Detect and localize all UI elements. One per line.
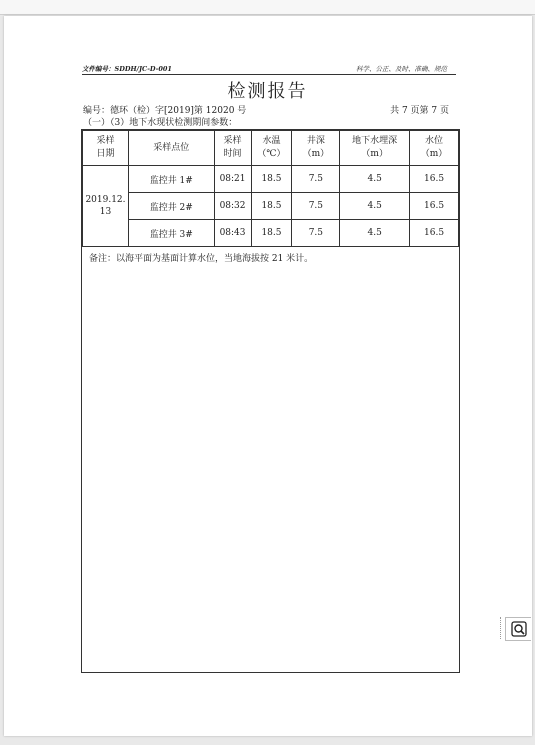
table-row [83, 220, 459, 247]
sample-date-cell: 2019.12. 13 [83, 166, 129, 247]
col-header: 采样 时间 [214, 131, 251, 166]
document-number: 编号：德环（检）字[2019]第 12020 号 [83, 106, 247, 116]
table-cell: 7.5 [292, 193, 340, 220]
table-cell: 7.5 [292, 166, 340, 193]
header-motto: 科学、公正、及时、准确、规范 [356, 65, 447, 73]
table-cell: 监控井 3# [128, 220, 214, 247]
data-sheet [81, 129, 460, 673]
page-info: 共 7 页第 7 页 [390, 106, 449, 116]
table-cell: 16.5 [410, 220, 459, 247]
table-cell: 监控井 1# [128, 166, 214, 193]
table-cell: 4.5 [340, 166, 410, 193]
table-cell: 监控井 2# [128, 193, 214, 220]
col-header: 水温 （℃） [251, 131, 292, 166]
table-cell: 7.5 [292, 220, 340, 247]
tool-divider [500, 617, 502, 639]
table-cell: 16.5 [410, 193, 459, 220]
col-header: 水位 （m） [410, 131, 459, 166]
table-cell: 16.5 [410, 166, 459, 193]
search-icon [511, 621, 527, 637]
table-cell: 4.5 [340, 220, 410, 247]
table-cell: 18.5 [251, 220, 292, 247]
col-header: 地下水埋深 （m） [340, 131, 410, 166]
table-cell: 18.5 [251, 193, 292, 220]
groundwater-table [82, 130, 459, 247]
table-cell: 4.5 [340, 193, 410, 220]
table-row [83, 193, 459, 220]
header-rule [82, 74, 456, 75]
col-header: 井深 （m） [292, 131, 340, 166]
table-cell: 08:32 [214, 193, 251, 220]
remarks-note: 备注：以海平面为基面计算水位，当地海拔按 21 米计。 [89, 254, 314, 264]
table-row [83, 166, 459, 193]
table-cell: 08:43 [214, 220, 251, 247]
table-cell: 18.5 [251, 166, 292, 193]
section-heading: （一）（3）地下水现状检测期间参数： [83, 118, 238, 128]
search-button[interactable] [505, 617, 531, 641]
col-header: 采样点位 [128, 131, 214, 166]
file-number: 文件编号：SDDH/JC-D-001 [82, 65, 172, 73]
table-header-row [83, 131, 459, 166]
col-header: 采样 日期 [83, 131, 129, 166]
viewer-top-strip [0, 0, 535, 15]
report-title: 检测报告 [227, 81, 308, 102]
table-cell: 08:21 [214, 166, 251, 193]
